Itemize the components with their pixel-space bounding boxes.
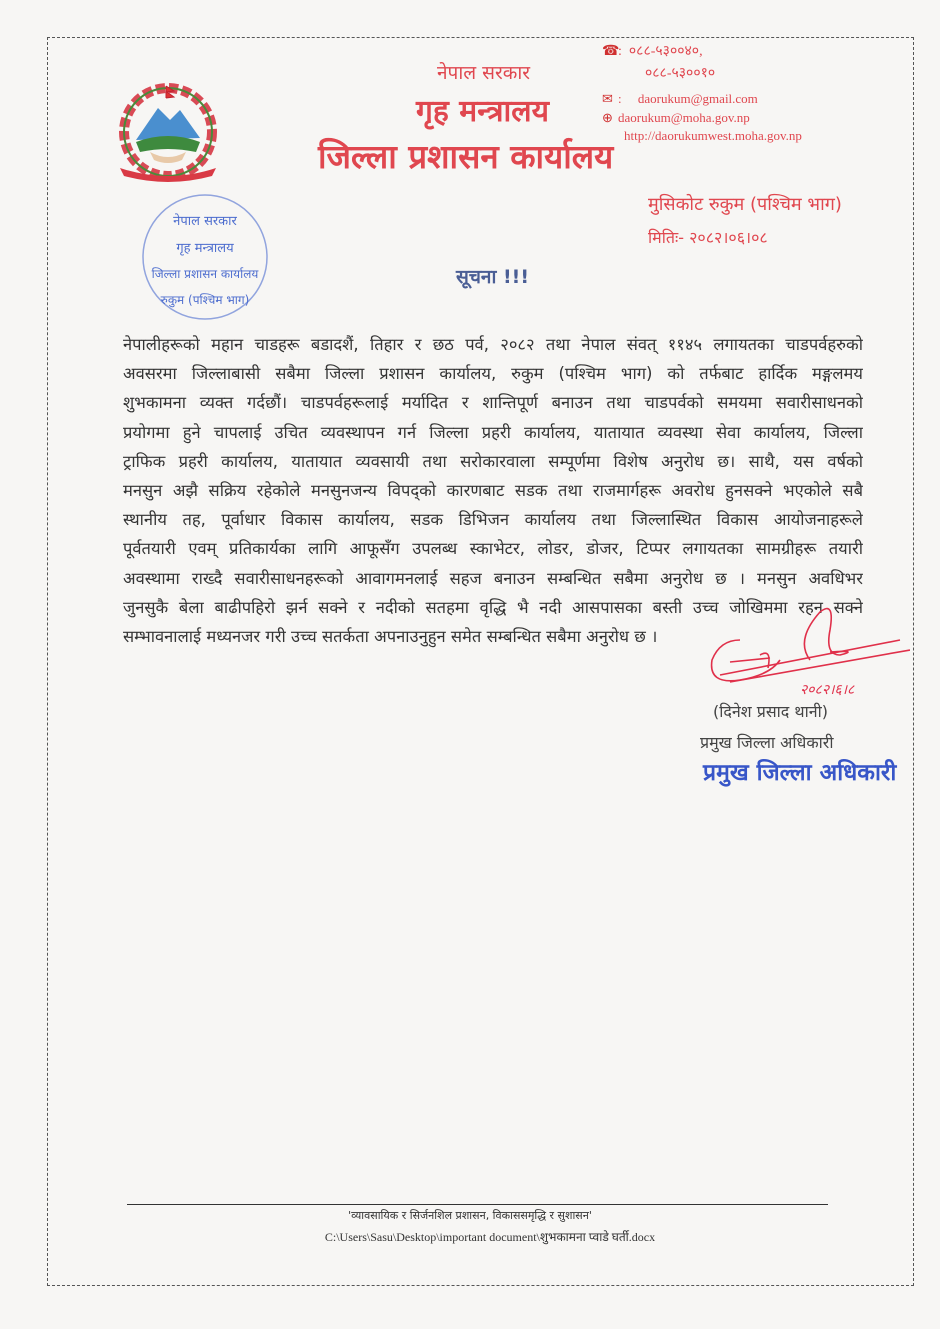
signature-date: २०८२।६।८ <box>800 682 855 698</box>
phone-icon: ☎ <box>602 44 620 59</box>
office-stamp <box>120 190 290 325</box>
body-line: अवस्थामा राख्दै सवारीसाधनहरूको आवागमनलाई सहज बनाउन सम्बन्धित सबैमा अनुरोध छ । मनसुन अवधिभर <box>123 568 863 588</box>
stamp-line: गृह मन्त्रालय <box>176 241 234 256</box>
body-line: सम्भावनालाई मध्यनजर गरी उच्च सतर्कता अपनाउनुहुन समेत सम्बन्धित सबैमा अनुरोध छ । <box>123 626 658 646</box>
office-location: मुसिकोट रुकुम (पश्चिम भाग) <box>648 194 842 215</box>
phone-line-1: ☎: ०८८-५३००४०, <box>602 44 703 59</box>
stamp-line: रुकुम (पश्चिम भाग) <box>160 293 250 307</box>
body-line: मनसुन अझै सक्रिय रहेकोले मनसुनजन्य विपद्को कारणबाट सडक तथा राजमार्गहरू अवरोध हुनसक्ने भएकोले सबै <box>123 480 863 500</box>
phone-number: ०८८-५३००४०, <box>628 44 703 59</box>
footer-file-path: C:\Users\Sasu\Desktop\important document\शुभकामना प्वाडे घर्ती.docx <box>324 1230 656 1244</box>
phone-number: ०८८-५३००१० <box>645 66 716 81</box>
email-line: ✉ : daorukum@gmail.com <box>602 91 758 106</box>
body-line: अवसरमा जिल्लाबासी सबैमा जिल्ला प्रशासन कार्यालय, रुकुम (पश्चिम भाग) को तर्फबाट हार्दिक मङ्गलमय <box>123 364 863 384</box>
government-name: नेपाल सरकार <box>437 62 531 84</box>
body-line: पूर्वतयारी एवम् प्रतिकार्यका लागि आफूसँग उपलब्ध स्काभेटर, लोडर, डोजर, टिप्पर लगायतका सामग्रीहरू तयारी <box>123 539 863 559</box>
body-line: नेपालीहरूको महान चाडहरू बडादशैं, तिहार र छठ पर्व, २०८२ तथा नेपाल संवत् ११४५ लगायतका चाडपर्वहरुको <box>123 335 863 354</box>
email2: daorukum@moha.gov.np <box>618 110 750 125</box>
footer-motto: 'व्यावसायिक र सिर्जनशिल प्रशासन, विकाससमृद्धि र सुशासन' <box>348 1209 592 1222</box>
body-line: स्थानीय तह, पूर्वाधार विकास कार्यालय, सडक डिभिजन कार्यालय तथा जिल्लास्थित विकास आयोजनाहरूले <box>123 510 863 530</box>
nepal-emblem-logo <box>108 80 228 185</box>
email2-line <box>602 110 750 126</box>
body-line: ट्राफिक प्रहरी कार्यालय, यातायात व्यवसायी तथा सरोकारवाला सम्पूर्णमा विशेष अनुरोध छ। साथै, यस वर्षको <box>123 451 863 471</box>
stamp-line: जिल्ला प्रशासन कार्यालय <box>151 267 259 281</box>
signature <box>700 600 910 700</box>
footer-divider <box>127 1204 828 1205</box>
signatory-designation: प्रमुख जिल्ला अधिकारी <box>700 733 834 752</box>
signatory-name: (दिनेश प्रसाद थानी) <box>713 702 829 721</box>
website: http://daorukumwest.moha.gov.np <box>624 128 802 143</box>
body-line: प्रयोगमा हुने चापलाई उचित व्यवस्थापन गर्न जिल्ला प्रहरी कार्यालय, यातायात व्यवस्था सेवा कार्यालय, जिल्ला <box>123 422 863 442</box>
notice-date: मितिः- २०८२।०६।०८ <box>648 228 768 247</box>
globe-icon: ⊕ <box>602 110 613 125</box>
ministry-name: गृह मन्त्रालय <box>416 94 550 129</box>
office-name: जिल्ला प्रशासन कार्यालय <box>318 137 614 176</box>
body-line: शुभकामना व्यक्त गर्दछौं। चाडपर्वहरूलाई मर्यादित र शान्तिपूर्ण बनाउन तथा चाडपर्वको समयमा सवारीसाधनको <box>123 393 863 413</box>
stamp-line: नेपाल सरकार <box>173 214 237 229</box>
notice-title: सूचना !!! <box>456 266 529 288</box>
email: daorukum@gmail.com <box>637 91 758 106</box>
designation-stamp: प्रमुख जिल्ला अधिकारी <box>703 760 897 786</box>
envelope-icon: ✉ <box>602 91 613 106</box>
body-line: जुनसुकै बेला बाढीपहिरो झर्न सक्ने र नदीको सतहमा वृद्धि भै नदी आसपासका बस्ती उच्च जोखिममा रहन सक्ने <box>123 597 863 617</box>
